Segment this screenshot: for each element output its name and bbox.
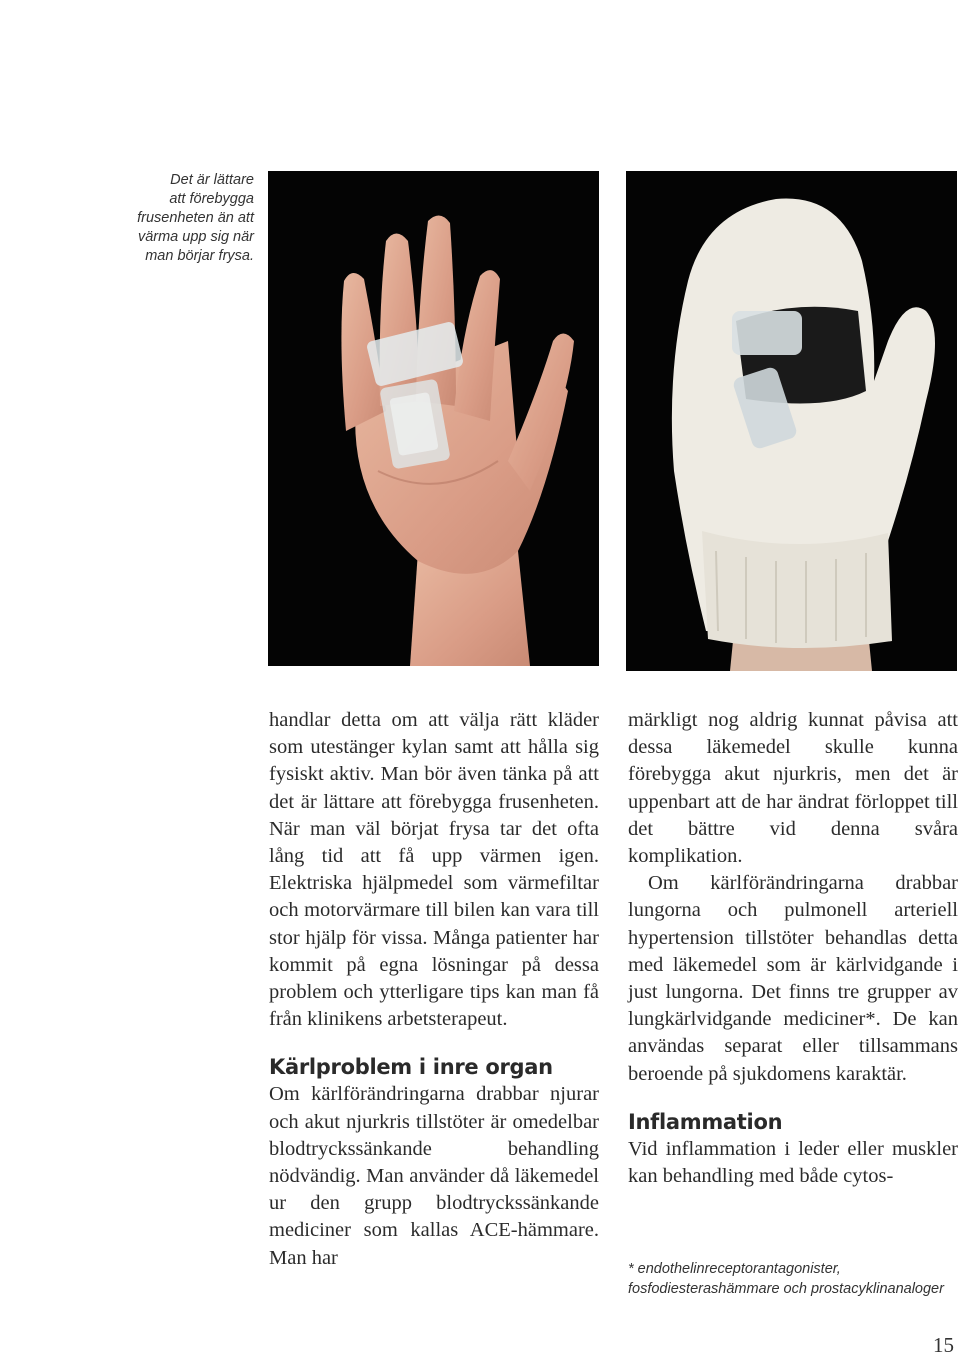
section-heading: Inflammation — [628, 1109, 783, 1134]
text-column-right — [628, 707, 958, 1190]
caption-line: man börjar frysa. — [145, 248, 254, 264]
section-heading: Kärlproblem i inre organ — [269, 1055, 553, 1080]
mitten-with-ice-image — [626, 171, 957, 671]
text-column-left — [269, 707, 599, 1272]
caption-line: värma upp sig när — [137, 229, 254, 245]
caption-line: Det är lättare — [170, 172, 254, 188]
photo-caption — [60, 171, 254, 266]
hand-holding-ice-image — [268, 171, 599, 666]
page-number: 15 — [933, 1333, 954, 1357]
paragraph: Om kärlförändringarna drabbar lungorna och pulmonell arteriell hypertension tillstöter behandlas detta med läkemedel som är kärlvidgande i just lungorna. Det finns tre grupper av lungkärlvidgande mediciner*. De kan användas separat eller tillsammans beroende på sjukdomens karaktär. — [628, 872, 958, 1085]
paragraph: Om kärlförändringarna drabbar njurar och akut njurkris tillstöter är omedelbar blodtryckssänkande behandling nödvändig. Man använder då läkemedel ur den grupp blodtryckssänkande mediciner som kallas ACE-hämmare. Man har — [269, 1083, 599, 1269]
caption-line: att förebygga — [169, 191, 254, 207]
paragraph: märkligt nog aldrig kunnat påvisa att dessa läkemedel skulle kunna förebygga akut njurkris, men det är uppenbart att de har ändrat förloppet till det bättre vid denna svåra komplikation. — [628, 709, 958, 868]
caption-line: frusenheten än att — [137, 210, 254, 226]
paragraph: handlar detta om att välja rätt kläder som utestänger kylan samt att hålla sig fysiskt aktiv. Man bör även tänka på att det är lättare att förebygga frusenheten. När man väl börjat frysa tar det ofta lång tid att få upp värmen igen. Elektriska hjälpmedel som värmefiltar och motorvärmare till bilen kan vara till stor hjälp för vissa. Många patienter har kommit på egna lösningar på dessa problem och ytterligare tips kan man få från klinikens arbetsterapeut. — [269, 709, 599, 1031]
paragraph: Vid inflammation i leder eller muskler kan behandling med både cytos- — [628, 1137, 958, 1188]
footnote: * endothelinreceptorantagonister, fosfodiesterashämmare och prostacyklinanaloger — [628, 1261, 944, 1297]
